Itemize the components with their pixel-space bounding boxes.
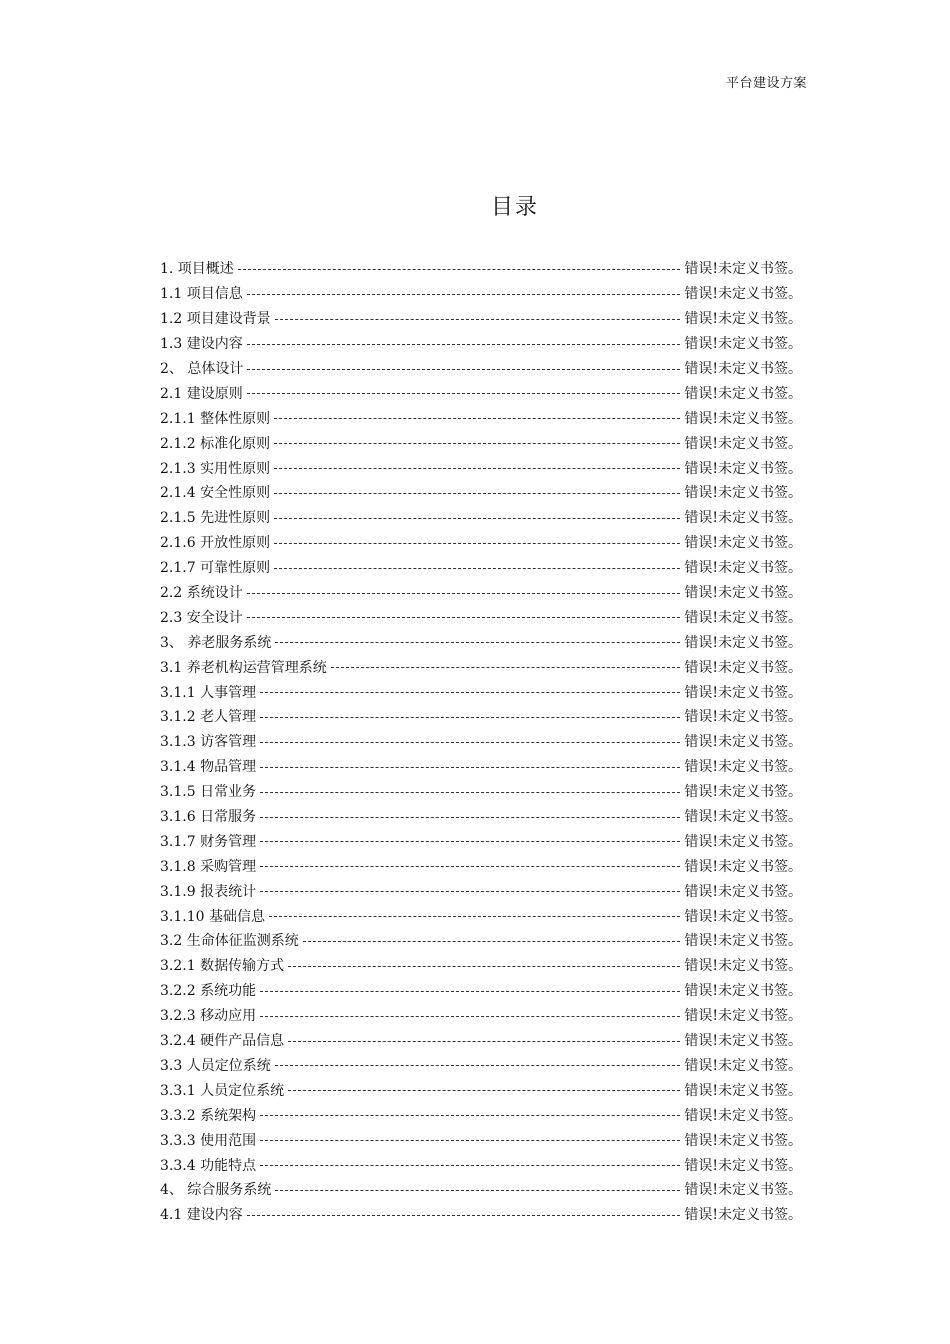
toc-entry[interactable]	[160, 903, 802, 928]
toc-entry-label: 2.1.4 安全性原则	[160, 485, 271, 502]
toc-leader-dots	[275, 319, 681, 320]
toc-leader-dots	[247, 393, 681, 394]
toc-leader-dots	[260, 991, 680, 992]
toc-leader-dots	[260, 792, 680, 793]
toc-leader-dots	[274, 568, 680, 569]
toc-entry[interactable]	[160, 629, 802, 654]
toc-entry[interactable]	[160, 704, 802, 729]
toc-entry-page-ref: 错误!未定义书签。	[684, 261, 802, 278]
toc-entry[interactable]	[160, 1003, 802, 1028]
toc-leader-dots	[275, 1190, 680, 1191]
toc-entry-page-ref: 错误!未定义书签。	[684, 385, 802, 402]
toc-entry-label: 3.1.9 报表统计	[160, 883, 257, 900]
toc-entry-label: 3.1.5 日常业务	[160, 784, 257, 801]
toc-entry[interactable]	[160, 679, 802, 704]
toc-entry-page-ref: 错误!未定义书签。	[684, 609, 802, 626]
toc-entry-label: 3.2.4 硬件产品信息	[160, 1033, 285, 1050]
toc-entry-label: 2.1.7 可靠性原则	[160, 560, 271, 577]
toc-leader-dots	[274, 468, 680, 469]
toc-entry-label: 3.1.7 财务管理	[160, 833, 257, 850]
toc-entry[interactable]	[160, 953, 802, 978]
toc-entry-page-ref: 错误!未定义书签。	[684, 535, 802, 552]
toc-entry-page-ref: 错误!未定义书签。	[684, 809, 802, 826]
toc-entry[interactable]	[160, 480, 802, 505]
toc-leader-dots	[247, 1215, 681, 1216]
toc-entry-page-ref: 错误!未定义书签。	[684, 983, 802, 1000]
toc-entry[interactable]	[160, 729, 802, 754]
toc-entry[interactable]	[160, 1127, 802, 1152]
toc-entry[interactable]	[160, 555, 802, 580]
toc-leader-dots	[260, 692, 680, 693]
toc-leader-dots	[274, 443, 680, 444]
toc-entry[interactable]	[160, 331, 802, 356]
toc-entry-page-ref: 错误!未定义书签。	[684, 933, 802, 950]
toc-entry-label: 3.1 养老机构运营管理系统	[160, 659, 327, 676]
toc-entry[interactable]	[160, 380, 802, 405]
toc-entry-label: 2.1.1 整体性原则	[160, 410, 271, 427]
toc-entry[interactable]	[160, 430, 802, 455]
toc-leader-dots	[274, 418, 680, 419]
toc-entry-label: 3、 养老服务系统	[160, 634, 272, 651]
toc-entry-page-ref: 错误!未定义书签。	[684, 734, 802, 751]
toc-entry[interactable]	[160, 580, 802, 605]
toc-entry-label: 3.2 生命体征监测系统	[160, 933, 299, 950]
toc-entry[interactable]	[160, 505, 802, 530]
toc-leader-dots	[247, 617, 681, 618]
toc-leader-dots	[288, 1090, 680, 1091]
toc-entry-page-ref: 错误!未定义书签。	[684, 1157, 802, 1174]
toc-leader-dots	[274, 518, 680, 519]
toc-entry[interactable]	[160, 1152, 802, 1177]
toc-entry-page-ref: 错误!未定义书签。	[684, 833, 802, 850]
toc-entry-label: 2.2 系统设计	[160, 585, 243, 602]
toc-entry-page-ref: 错误!未定义书签。	[684, 1207, 802, 1224]
toc-entry[interactable]	[160, 256, 802, 281]
toc-entry-page-ref: 错误!未定义书签。	[684, 1132, 802, 1149]
toc-entry-label: 1.3 建设内容	[160, 336, 243, 353]
toc-entry-label: 3.1.6 日常服务	[160, 809, 257, 826]
toc-entry-page-ref: 错误!未定义书签。	[684, 1082, 802, 1099]
toc-leader-dots	[247, 344, 681, 345]
toc-entry[interactable]	[160, 1053, 802, 1078]
toc-leader-dots	[247, 369, 680, 370]
toc-entry[interactable]	[160, 281, 802, 306]
toc-entry[interactable]	[160, 1177, 802, 1202]
toc-leader-dots	[275, 1065, 681, 1066]
toc-entry[interactable]	[160, 654, 802, 679]
toc-entry-label: 3.3.1 人员定位系统	[160, 1082, 285, 1099]
toc-entry[interactable]	[160, 1202, 802, 1227]
toc-entry-page-ref: 错误!未定义书签。	[684, 361, 802, 377]
toc-entry-label: 3.2.2 系统功能	[160, 983, 257, 1000]
toc-entry-label: 2.1.2 标准化原则	[160, 435, 271, 452]
toc-list	[160, 256, 802, 1227]
toc-entry-page-ref: 错误!未定义书签。	[684, 560, 802, 577]
toc-leader-dots	[247, 294, 681, 295]
toc-entry[interactable]	[160, 754, 802, 779]
toc-entry[interactable]	[160, 405, 802, 430]
toc-entry[interactable]	[160, 928, 802, 953]
toc-entry-label: 3.3.2 系统架构	[160, 1107, 257, 1124]
toc-entry-label: 2、 总体设计	[160, 361, 244, 377]
toc-leader-dots	[260, 717, 680, 718]
toc-leader-dots	[288, 966, 680, 967]
toc-leader-dots	[238, 269, 681, 270]
toc-entry-label: 3.1.10 基础信息	[160, 908, 265, 925]
toc-entry-label: 3.2.1 数据传输方式	[160, 958, 285, 975]
toc-entry[interactable]	[160, 530, 802, 555]
toc-entry[interactable]	[160, 1102, 802, 1127]
toc-leader-dots	[260, 1140, 680, 1141]
toc-leader-dots	[260, 1016, 680, 1017]
toc-entry[interactable]	[160, 1077, 802, 1102]
toc-entry-page-ref: 错误!未定义书签。	[684, 336, 802, 353]
toc-entry-page-ref: 错误!未定义书签。	[684, 958, 802, 975]
toc-leader-dots	[260, 767, 680, 768]
toc-entry-label: 2.1.5 先进性原则	[160, 510, 271, 527]
toc-entry-page-ref: 错误!未定义书签。	[684, 460, 802, 477]
toc-leader-dots	[260, 742, 680, 743]
toc-entry-page-ref: 错误!未定义书签。	[684, 485, 802, 502]
toc-leader-dots	[247, 593, 681, 594]
toc-entry-label: 3.2.3 移动应用	[160, 1008, 257, 1025]
toc-entry-label: 3.3.4 功能特点	[160, 1157, 257, 1174]
toc-leader-dots	[260, 1115, 680, 1116]
toc-entry-page-ref: 错误!未定义书签。	[684, 510, 802, 527]
toc-entry[interactable]	[160, 828, 802, 853]
toc-entry-label: 4.1 建设内容	[160, 1207, 243, 1224]
toc-entry[interactable]	[160, 356, 802, 381]
toc-entry-label: 3.1.4 物品管理	[160, 759, 257, 776]
toc-entry-label: 3.1.3 访客管理	[160, 734, 257, 751]
running-header: 平台建设方案	[725, 76, 807, 91]
toc-entry[interactable]	[160, 804, 802, 829]
toc-entry-label: 3.3 人员定位系统	[160, 1057, 271, 1074]
toc-leader-dots	[269, 916, 680, 917]
toc-entry[interactable]	[160, 604, 802, 629]
toc-entry-label: 1.2 项目建设背景	[160, 311, 271, 328]
toc-entry-label: 2.1.6 开放性原则	[160, 535, 271, 552]
toc-entry-page-ref: 错误!未定义书签。	[684, 1057, 802, 1074]
toc-title: 目录	[490, 195, 539, 220]
toc-entry-label: 1.1 项目信息	[160, 286, 243, 303]
toc-leader-dots	[260, 866, 680, 867]
toc-leader-dots	[260, 1165, 680, 1166]
toc-entry[interactable]	[160, 1028, 802, 1053]
toc-leader-dots	[274, 493, 680, 494]
toc-entry[interactable]	[160, 306, 802, 331]
toc-entry-page-ref: 错误!未定义书签。	[684, 286, 802, 303]
toc-entry-page-ref: 错误!未定义书签。	[684, 1107, 802, 1124]
toc-entry-page-ref: 错误!未定义书签。	[684, 1008, 802, 1025]
toc-entry-label: 3.1.1 人事管理	[160, 684, 257, 701]
toc-entry-page-ref: 错误!未定义书签。	[684, 858, 802, 875]
toc-entry-page-ref: 错误!未定义书签。	[684, 634, 802, 651]
toc-entry-label: 2.3 安全设计	[160, 609, 243, 626]
toc-entry-label: 2.1.3 实用性原则	[160, 460, 271, 477]
toc-entry-label: 3.1.2 老人管理	[160, 709, 257, 726]
toc-entry-label: 4、 综合服务系统	[160, 1182, 272, 1199]
toc-entry-label: 3.3.3 使用范围	[160, 1132, 257, 1149]
toc-entry-label: 2.1 建设原则	[160, 385, 243, 402]
toc-entry[interactable]	[160, 978, 802, 1003]
toc-entry-page-ref: 错误!未定义书签。	[684, 435, 802, 452]
toc-entry-page-ref: 错误!未定义书签。	[684, 585, 802, 602]
toc-entry-page-ref: 错误!未定义书签。	[684, 784, 802, 801]
toc-entry-label: 3.1.8 采购管理	[160, 858, 257, 875]
toc-entry-page-ref: 错误!未定义书签。	[684, 311, 802, 328]
toc-entry-page-ref: 错误!未定义书签。	[684, 684, 802, 701]
toc-leader-dots	[303, 941, 681, 942]
toc-entry-page-ref: 错误!未定义书签。	[684, 659, 802, 676]
toc-entry-page-ref: 错误!未定义书签。	[684, 908, 802, 925]
toc-leader-dots	[260, 891, 680, 892]
toc-entry-page-ref: 错误!未定义书签。	[684, 410, 802, 427]
toc-entry-page-ref: 错误!未定义书签。	[684, 709, 802, 726]
toc-entry-label: 1. 项目概述	[160, 261, 234, 278]
toc-entry[interactable]	[160, 455, 802, 480]
toc-leader-dots	[260, 841, 680, 842]
toc-entry-page-ref: 错误!未定义书签。	[684, 883, 802, 900]
toc-leader-dots	[274, 543, 680, 544]
toc-leader-dots	[260, 817, 680, 818]
toc-leader-dots	[275, 642, 680, 643]
toc-entry-page-ref: 错误!未定义书签。	[684, 1033, 802, 1050]
toc-entry-page-ref: 错误!未定义书签。	[684, 1182, 802, 1199]
toc-leader-dots	[288, 1041, 680, 1042]
toc-leader-dots	[331, 667, 681, 668]
toc-entry[interactable]	[160, 779, 802, 804]
toc-entry[interactable]	[160, 853, 802, 878]
toc-entry[interactable]	[160, 878, 802, 903]
toc-entry-page-ref: 错误!未定义书签。	[684, 759, 802, 776]
